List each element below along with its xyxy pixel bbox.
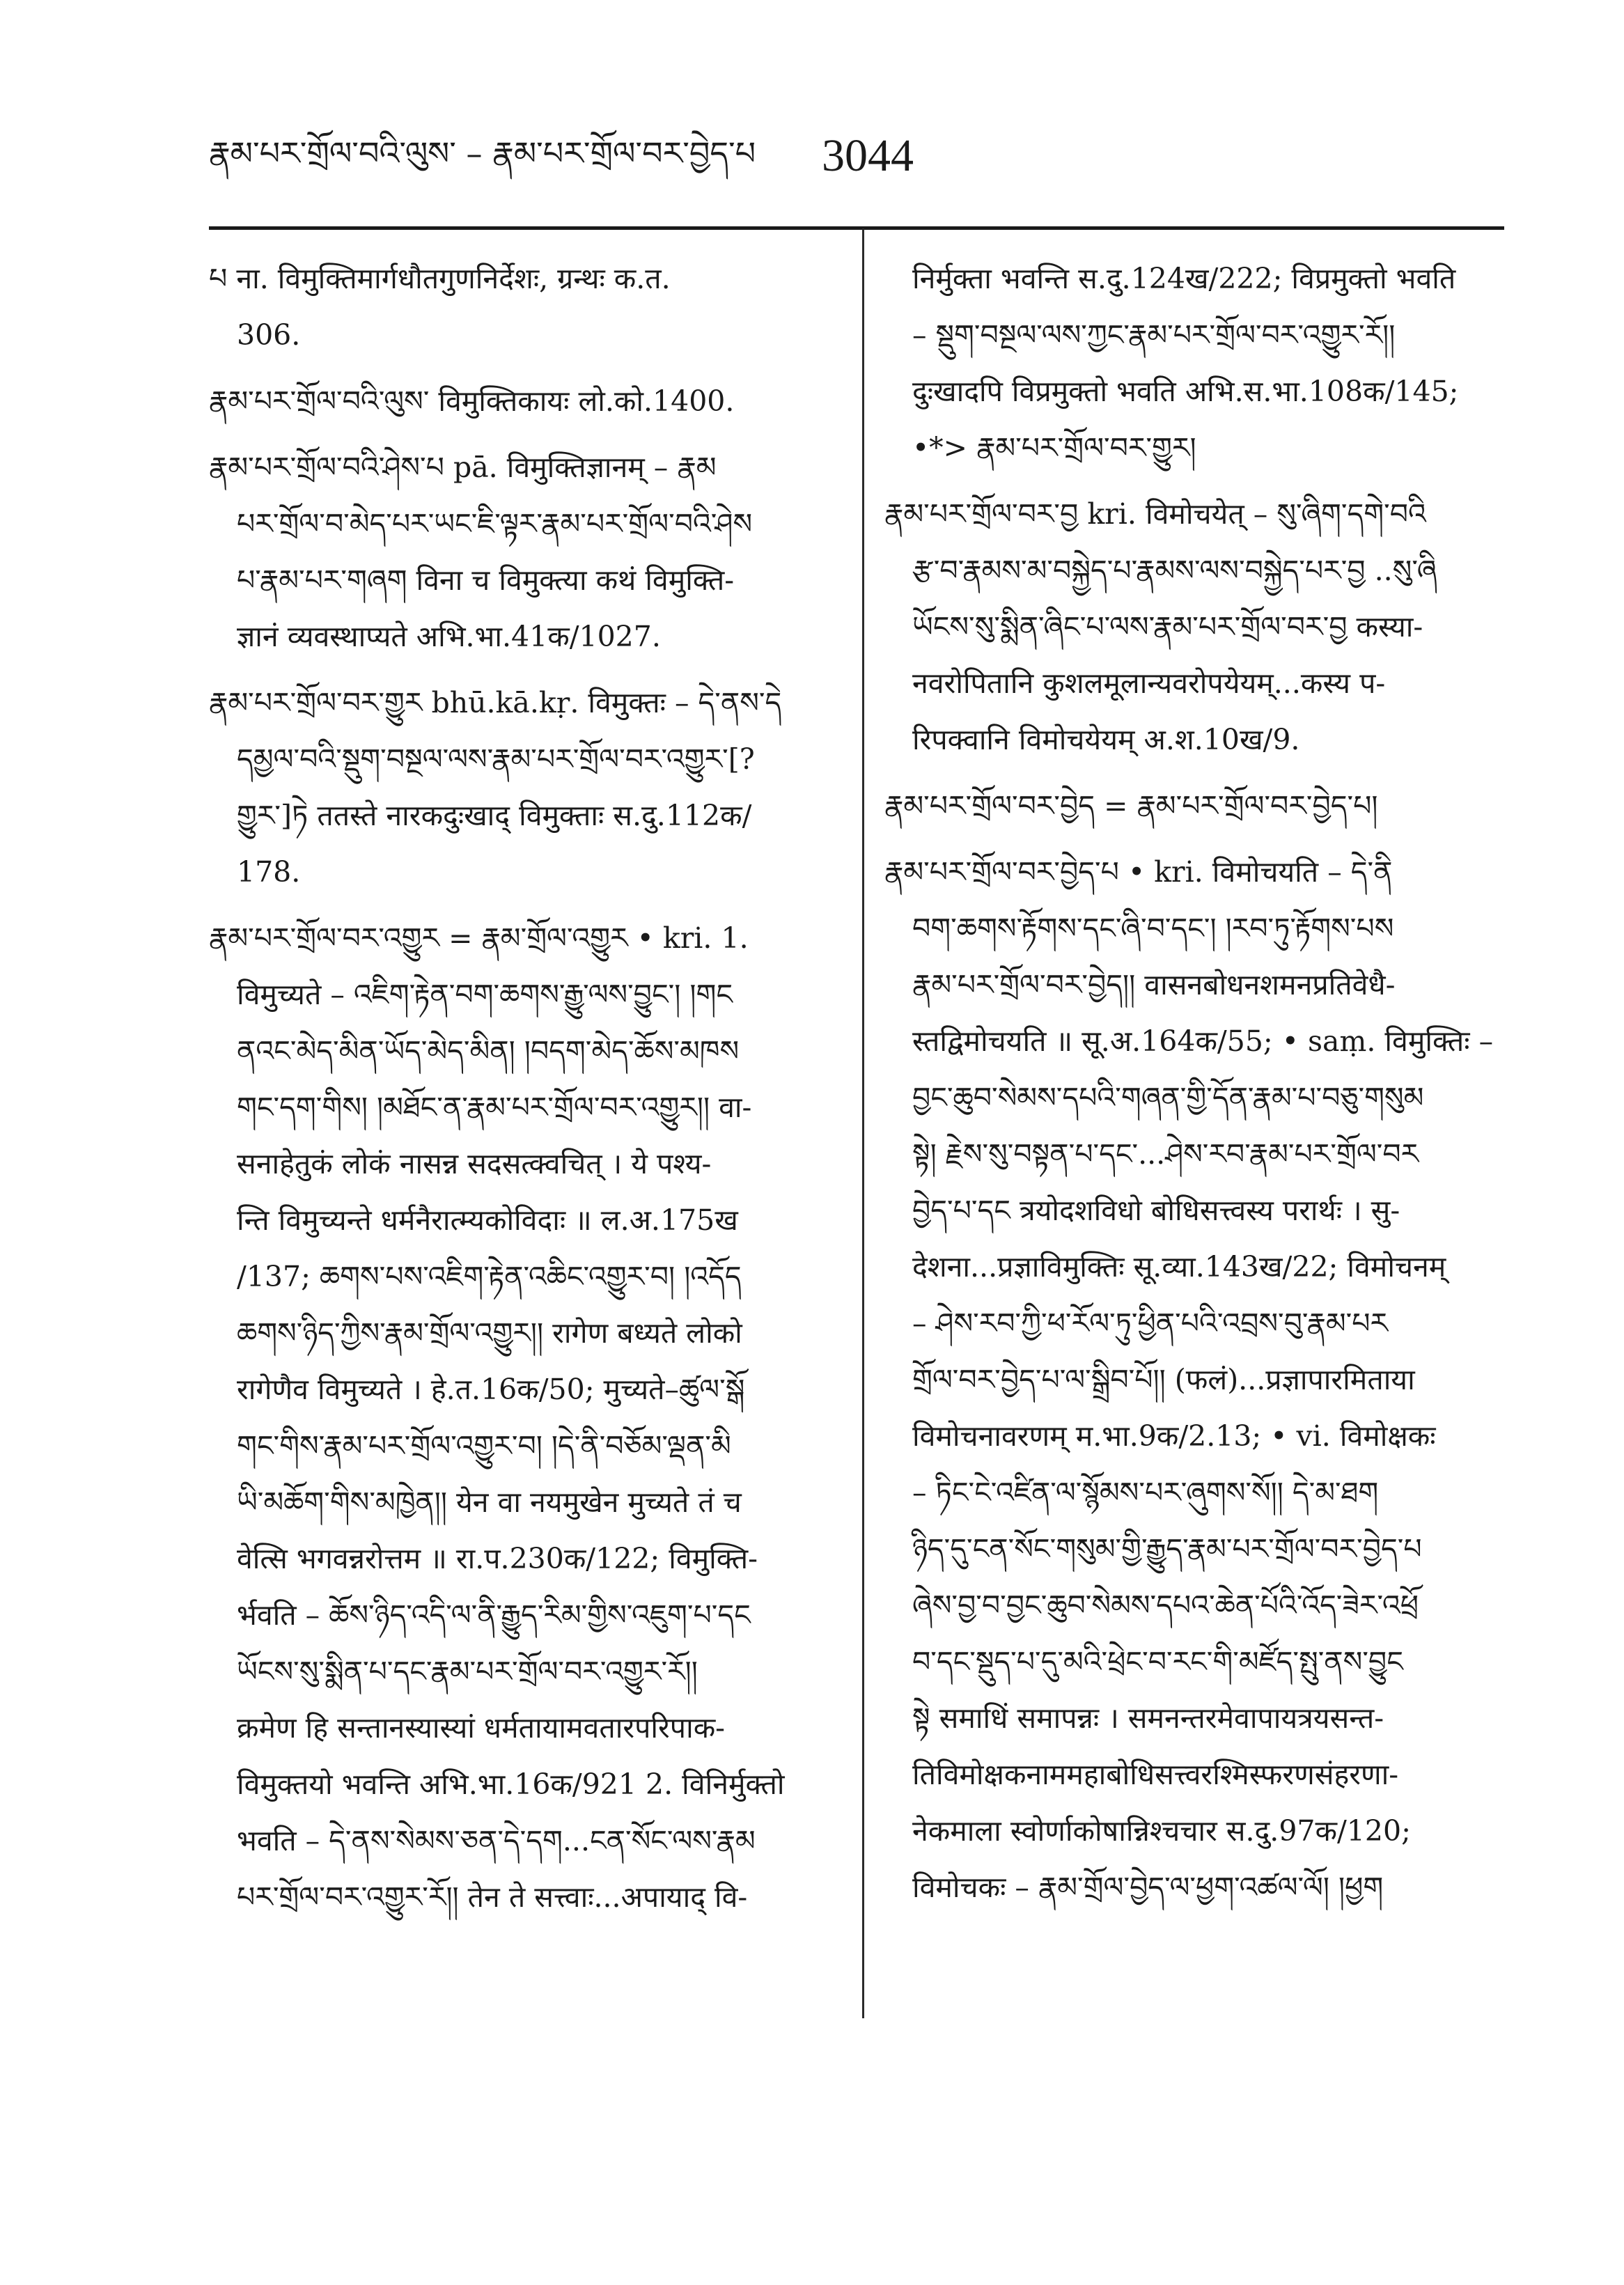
entry-line: भवति – དེ་ནས་སེམས་ཅན་དེ་དག...ངན་སོང་ལས་རྣམ [237, 1824, 756, 1857]
entry-line: རྣམ་པར་གྲོལ་བར་བྱ kri. विमोचयेत् – སུ་ཞིག་དགེ་བའི [884, 497, 1426, 531]
entry-line: न्ति विमुच्यन्ते धर्मनैरात्म्यकोविदाः ॥ ल.अ.175ख [237, 1203, 738, 1237]
entry-line: ཡོངས་སུ་སྨིན་པ་དང་རྣམ་པར་གྲོལ་བར་འགྱུར་རོ།། [237, 1655, 698, 1688]
entry-line: सनाहेतुकं लोकं नासन्न सदसत्क्वचित् । ये पश्य- [237, 1147, 712, 1180]
entry-line: བག་ཆགས་རྟོགས་དང་ཞི་བ་དང་། །རབ་ཏུ་རྟོགས་པས [912, 912, 1394, 945]
entry-line: 178. [237, 855, 301, 889]
dictionary-entry [209, 439, 843, 665]
page-number: 3044 [822, 130, 914, 181]
dictionary-entry [209, 675, 843, 900]
entry-line: ཆགས་ཉིད་ཀྱིས་རྣམ་གྲོལ་འགྱུར།། रागेण बध्यते लोको [237, 1316, 742, 1350]
entry-line: निर्मुक्ता भवन्ति स.दु.124ख/222; विप्रमुक्तो भवति [912, 262, 1456, 295]
entry-line: པར་གྲོལ་བ་མེད་པར་ཡང་ཇི་ལྟར་རྣམ་པར་གྲོལ་བའི་ཤེས [237, 507, 753, 540]
dictionary-entry [209, 910, 843, 1926]
entry-line: – སྡུག་བསྔལ་ལས་ཀྱང་རྣམ་པར་གྲོལ་བར་འགྱུར་རོ།། [912, 318, 1396, 352]
entry-line: वेत्सि भगवन्नरोत्तम ॥ रा.प.230क/122; विमुक्ति- [237, 1542, 758, 1575]
entry-line: विमोचकः – རྣམ་གྲོལ་བྱེད་ལ་ཕྱག་འཚལ་ལོ། །ཕྱག [912, 1871, 1384, 1904]
entry-line: – ཤེས་རབ་ཀྱི་ཕ་རོལ་ཏུ་ཕྱིན་པའི་འབྲས་བུ་རྣམ་པར [912, 1307, 1389, 1340]
entry-line: རྣམ་པར་གྲོལ་བར་བྱེད་པ • kri. विमोचयति – དེ་ནི [884, 855, 1393, 889]
dictionary-entry [884, 778, 1511, 834]
entry-line: དམྱལ་བའི་སྡུག་བསྔལ་ལས་རྣམ་པར་གྲོལ་བར་འགྱུར་[? [237, 742, 755, 776]
dictionary-entry [209, 251, 843, 364]
entry-line: देशना...प्रज्ञाविमुक्तिः सू.व्या.143ख/22; विमोचनम् [912, 1250, 1446, 1284]
header-rule [209, 226, 1504, 230]
entry-line: रागेणैव विमुच्यते । हे.त.16क/50; मुच्यते–ཚུལ་སྒོ [237, 1373, 745, 1406]
dictionary-entry [209, 373, 843, 430]
entry-line: क्रमेण हि सन्तानस्यास्यां धर्मतायामवतारपरिपाक- [237, 1711, 726, 1745]
entry-line: རྣམ་པར་གྲོལ་བར་གྱུར bhū.kā.kṛ. विमुक्तः – དེ་ནས་དེ [209, 686, 782, 719]
entry-line: नेकमाला स्वोर्णाकोषान्निश्चचार स.दु.97क/120; [912, 1814, 1411, 1848]
entry-line: གྲོལ་བར་བྱེད་པ་ལ་སྒྲིབ་པོ།། (फलं)...प्रज्ञापारमिताया [912, 1363, 1415, 1396]
column-divider [862, 228, 864, 2018]
entry-line: གྱུར་]ཏེ ततस्ते नारकदुःखाद् विमुक्ताः स.दु.112क/ [237, 799, 752, 832]
right-column [884, 251, 1511, 1926]
entry-line: ཉིད་དུ་ངན་སོང་གསུམ་གྱི་རྒྱུད་རྣམ་པར་གྲོལ་བར་བྱེད་པ [912, 1532, 1422, 1566]
entry-line: तिविमोक्षकनाममहाबोधिसत्त्वरश्मिस्फरणसंहरणा- [912, 1758, 1399, 1791]
entry-line: दुःखादपि विप्रमुक्तो भवति अभि.स.भा.108क/145; [912, 375, 1459, 408]
dictionary-entry [884, 486, 1511, 768]
entry-line: रिपक्वानि विमोचयेयम् अ.श.10ख/9. [912, 723, 1300, 756]
entry-line: विमुच्यते – འཇིག་རྟེན་བག་ཆགས་རྒྱུ་ལས་བྱུང་། །གང [237, 978, 733, 1011]
entry-line: र्भवति – ཆོས་ཉིད་འདི་ལ་ནི་རྒྱུད་རིམ་གྱིས་འཇུག་པ་དང [237, 1598, 751, 1632]
entry-line: •*> རྣམ་པར་གྲོལ་བར་གྱུར། [912, 431, 1196, 465]
entry-line: རྣམ་པར་གྲོལ་བར་འགྱུར = རྣམ་གྲོལ་འགྱུར • kri. 1. [209, 921, 749, 955]
dictionary-entry [884, 844, 1511, 1916]
entry-line: विमोचनावरणम् म.भा.9क/2.13; • vi. विमोक्षकः [912, 1419, 1436, 1453]
entry-line: གང་གིས་རྣམ་པར་གྲོལ་འགྱུར་བ། །དེ་ནི་བཅོམ་ལྡན་མི [237, 1429, 731, 1463]
entry-line: /137; ཆགས་པས་འཇིག་རྟེན་འཆིང་འགྱུར་བ། །འདོད [237, 1260, 742, 1293]
entry-line: སྟེ समाधिं समापन्नः । समनन्तरमेवापायत्रयसन्त- [912, 1701, 1384, 1735]
entry-line: ཡི་མཆོག་གིས་མཁྱེན།། येन वा नयमुखेन मुच्यते तं च [237, 1485, 742, 1519]
entry-line: नवरोपितानि कुशलमूलान्यवरोपयेयम्...कस्य प- [912, 666, 1386, 700]
entry-line: པ་རྣམ་པར་གཞག विना च विमुक्त्या कथं विमुक्ति- [237, 563, 735, 597]
entry-line: བྱང་ཆུབ་སེམས་དཔའི་གཞན་གྱི་དོན་རྣམ་པ་བཅུ་གསུམ [912, 1081, 1424, 1114]
entry-line: བ་དང་སྡུད་པ་དུ་མའི་ཕྲེང་བ་རང་གི་མཛོད་སྤུ་ནས་བྱུང [912, 1645, 1403, 1678]
entry-line: ཞེས་བྱ་བ་བྱང་ཆུབ་སེམས་དཔའ་ཆེན་པོའི་འོད་ཟེར་འཕྲོ [912, 1589, 1419, 1622]
entry-line: རྣམ་པར་གྲོལ་བར་བྱེད = རྣམ་པར་གྲོལ་བར་བྱེད་པ། [884, 789, 1378, 822]
entry-line: ནའང་མེད་མིན་ཡོད་མེད་མིན། །བདག་མེད་ཆོས་མཁས [237, 1034, 740, 1068]
entry-line: རྩ་བ་རྣམས་མ་བསྐྱེད་པ་རྣམས་ལས་བསྐྱེད་པར་བྱ ..སུ་ཞི [912, 554, 1437, 587]
entry-line: སྟེ། རྗེས་སུ་བསྟན་པ་དང་...ཤེས་རབ་རྣམ་པར་གྲོལ་བར [912, 1137, 1419, 1171]
entry-line: 306. [237, 318, 301, 352]
entry-line: ཡོངས་སུ་སྨིན་ཞིང་པ་ལས་རྣམ་པར་གྲོལ་བར་བྱ कस्या- [912, 610, 1423, 644]
entry-line: རྣམ་པར་གྲོལ་བར་བྱེད།། वासनबोधनशमनप्रतिवेधै- [912, 968, 1396, 1001]
entry-line: པར་གྲོལ་བར་འགྱུར་རོ།། तेन ते सत्त्वाः...अपायाद् वि- [237, 1880, 748, 1914]
entry-line: པ ना. विमुक्तिमार्गधौतगुणनिर्देशः, ग्रन्थः क.त. [209, 262, 671, 295]
dictionary-entry [884, 251, 1511, 476]
entry-line: – ཏིང་ངེ་འཛིན་ལ་སྙོམས་པར་ཞུགས་སོ།། དེ་མ་ཐག [912, 1476, 1379, 1509]
running-head: རྣམ་པར་གྲོལ་བའི་ལུས་ – རྣམ་པར་གྲོལ་བར་བྱེད་པ [209, 134, 756, 172]
page-header [209, 132, 1504, 209]
entry-line: བྱེད་པ་དང त्रयोदशविधो बोधिसत्त्वस्य परार्थः । सु- [912, 1194, 1400, 1227]
entry-line: རྣམ་པར་གྲོལ་བའི་ལུས་ विमुक्तिकायः लो.को.1400. [209, 384, 735, 418]
entry-line: विमुक्तयो भवन्ति अभि.भा.16क/921 2. विनिर्मुक्तो [237, 1768, 785, 1801]
entry-line: ज्ञानं व्यवस्थाप्यते अभि.भा.41क/1027. [237, 620, 661, 653]
left-column [209, 251, 843, 1935]
entry-line: स्तद्विमोचयति ॥ सू.अ.164क/55; • saṃ. विमुक्तिः – [912, 1024, 1494, 1058]
entry-line: གང་དག་གིས། །མཐོང་ན་རྣམ་པར་གྲོལ་བར་འགྱུར།། वा- [237, 1091, 752, 1124]
entry-line: རྣམ་པར་གྲོལ་བའི་ཤེས་པ pā. विमुक्तिज्ञानम् – རྣམ [209, 451, 717, 484]
